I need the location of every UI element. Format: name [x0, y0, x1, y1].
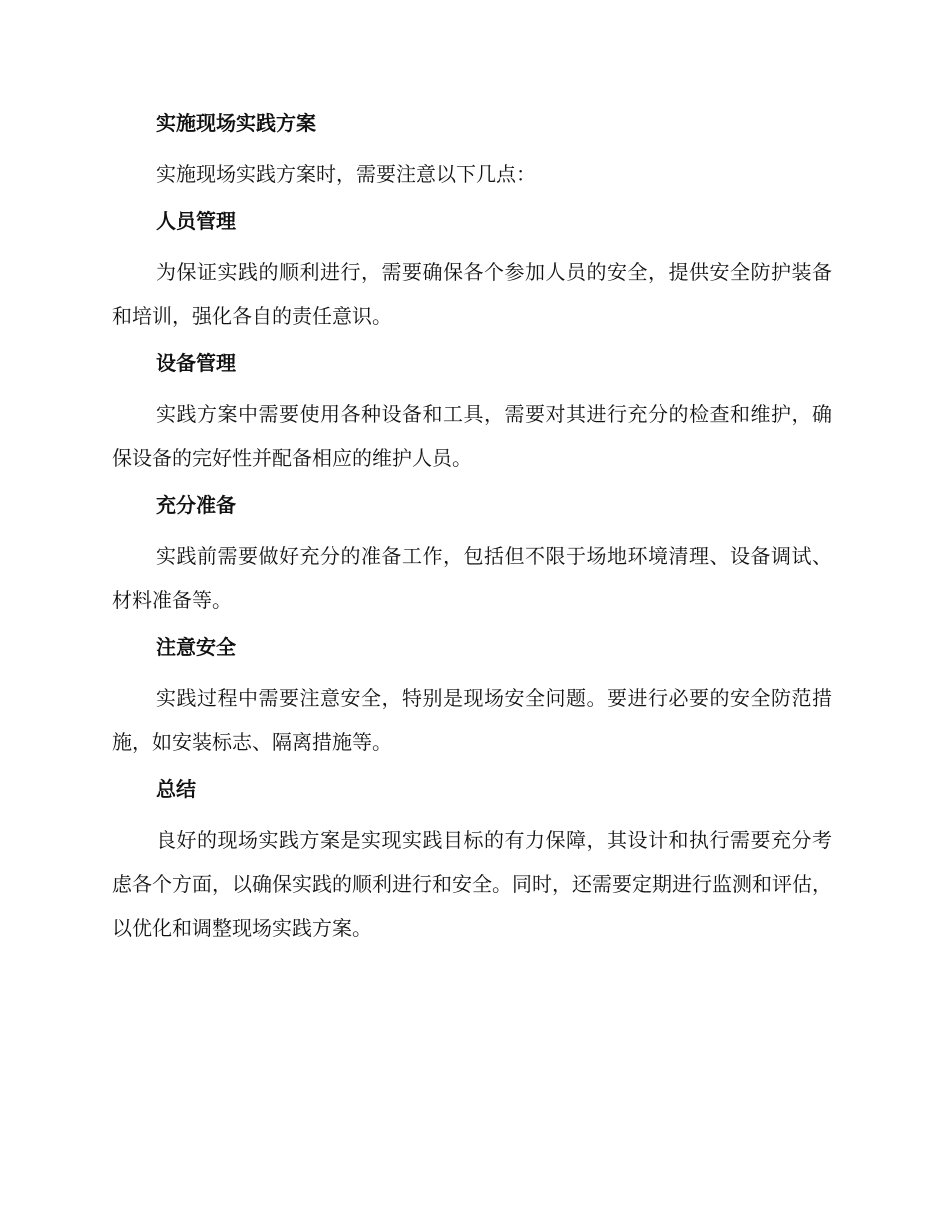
section-body-summary: 良好的现场实践方案是实现实践目标的有力保障，其设计和执行需要充分考虑各个方面，以确保实践的顺利进行和安全。同时，还需要定期进行监测和评估，以优化和调整现场实践方案。 — [112, 828, 832, 940]
spacer — [112, 480, 832, 490]
document-page — [112, 108, 832, 950]
spacer — [112, 196, 832, 206]
section-body-preparation: 实践前需要做好充分的准备工作，包括但不限于场地环境清理、设备调试、材料准备等。 — [112, 544, 832, 612]
intro-paragraph: 实施现场实践方案时，需要注意以下几点： — [156, 162, 536, 186]
spacer — [112, 338, 832, 348]
section-body-safety: 实践过程中需要注意安全，特别是现场安全问题。要进行必要的安全防范措施，如安装标志、隔离措施等。 — [112, 686, 832, 754]
document-title: 实施现场实践方案 — [156, 111, 316, 135]
section-heading-summary: 总结 — [156, 777, 196, 801]
section-heading-preparation: 充分准备 — [156, 493, 236, 517]
spacer — [112, 138, 832, 152]
spacer — [112, 378, 832, 392]
section-body-personnel: 为保证实践的顺利进行，需要确保各个参加人员的安全，提供安全防护装备和培训，强化各自的责任意识。 — [112, 260, 832, 328]
section-heading-safety: 注意安全 — [156, 635, 236, 659]
spacer — [112, 520, 832, 534]
section-heading-personnel: 人员管理 — [156, 209, 236, 233]
section-heading-equipment: 设备管理 — [156, 351, 236, 375]
spacer — [112, 236, 832, 250]
spacer — [112, 662, 832, 676]
spacer — [112, 764, 832, 774]
spacer — [112, 804, 832, 818]
section-body-equipment: 实践方案中需要使用各种设备和工具，需要对其进行充分的检查和维护，确保设备的完好性并配备相应的维护人员。 — [112, 402, 832, 470]
spacer — [112, 622, 832, 632]
